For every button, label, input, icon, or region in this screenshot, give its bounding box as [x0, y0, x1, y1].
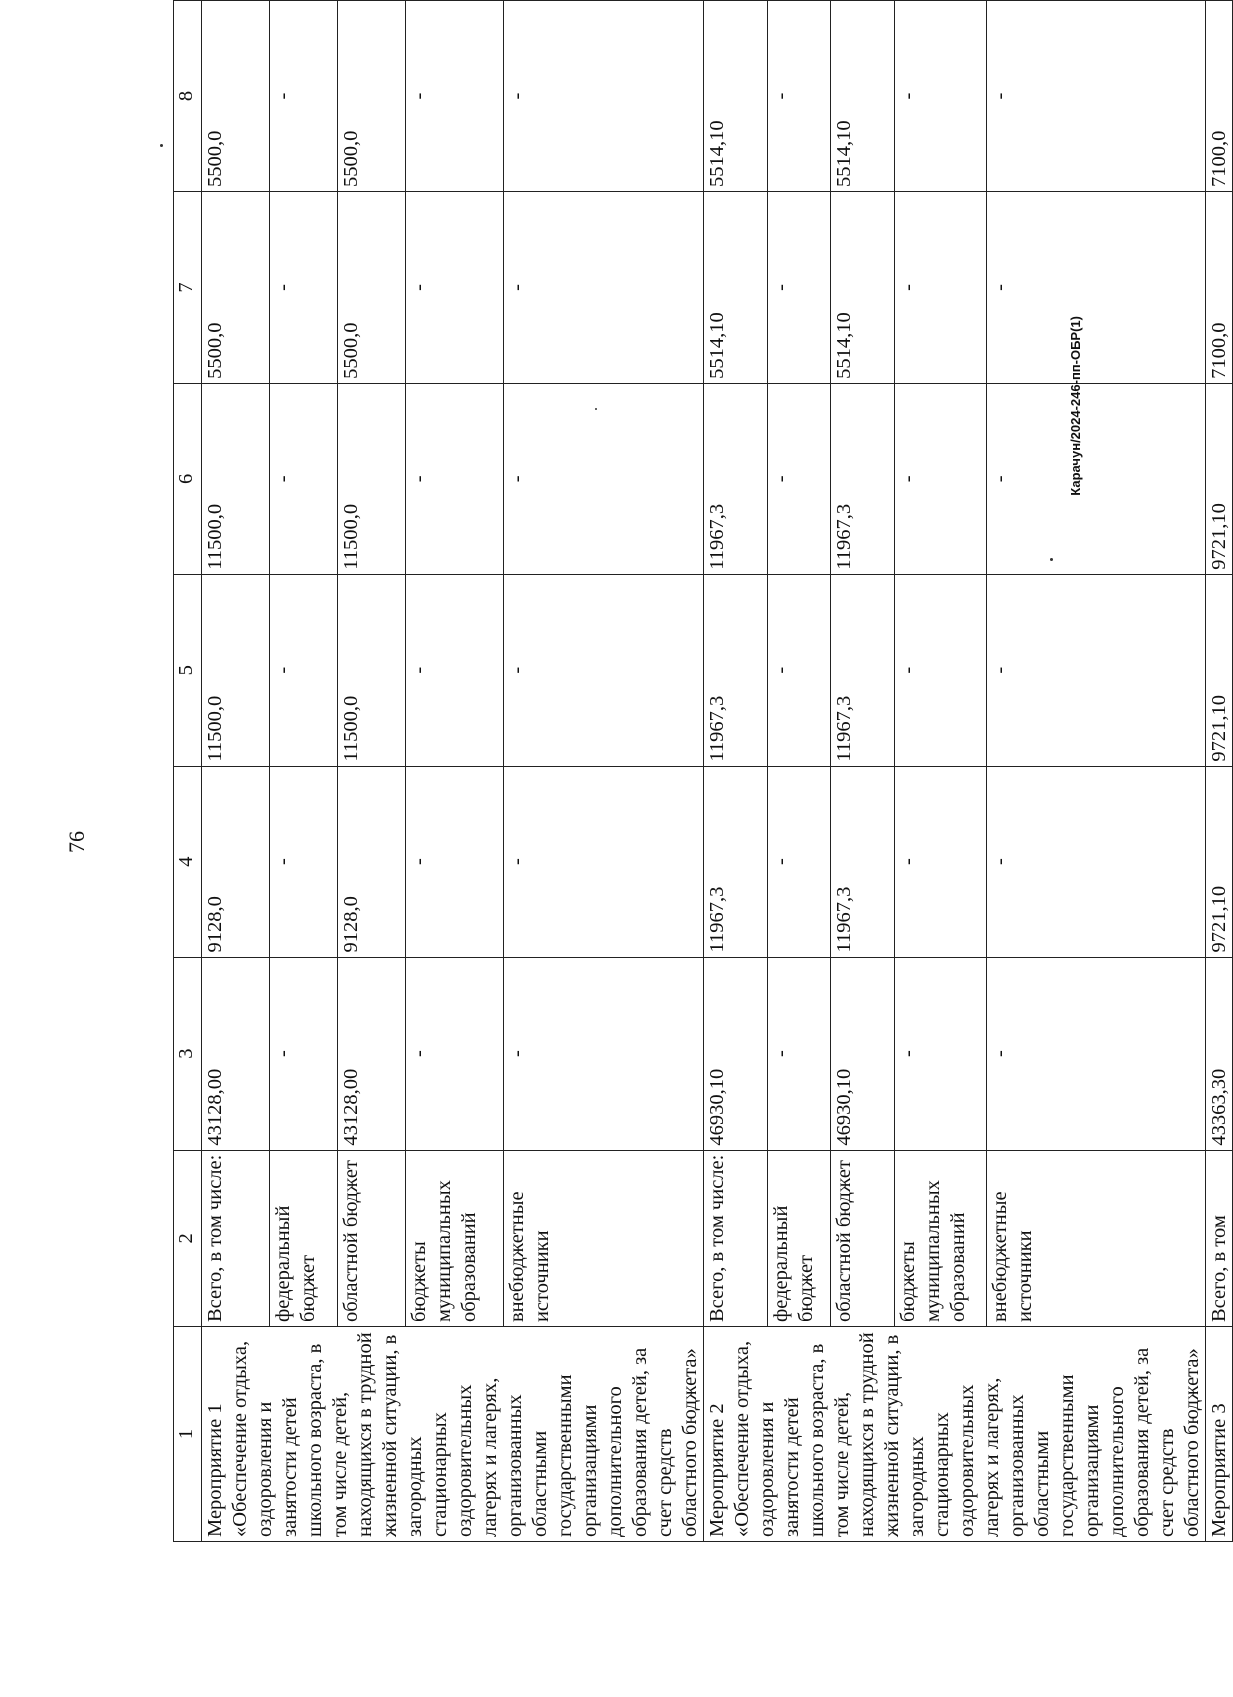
amount-cell: 11500,0	[202, 383, 270, 574]
amount-cell: -	[987, 574, 1206, 766]
table-row	[894, 1, 986, 1542]
funding-source-cell: областной бюджет	[337, 1150, 405, 1326]
amount-cell: 9128,0	[202, 766, 270, 957]
amount-cell: -	[269, 574, 337, 766]
amount-cell: -	[767, 957, 831, 1150]
column-number: 1	[174, 1327, 202, 1542]
amount-cell: -	[767, 1, 831, 192]
amount-cell: 5500,0	[337, 1, 405, 192]
amount-cell: 7100,0	[1206, 1, 1233, 192]
table-row	[202, 1, 270, 1542]
amount-cell: 9128,0	[337, 766, 405, 957]
amount-cell: -	[269, 192, 337, 384]
table-row	[1206, 1, 1233, 1542]
amount-cell: 9721,10	[1206, 574, 1233, 766]
amount-cell: 5500,0	[337, 192, 405, 384]
amount-cell: -	[405, 192, 504, 384]
amount-cell: -	[894, 574, 986, 766]
amount-cell: -	[504, 957, 704, 1150]
amount-cell: 9721,10	[1206, 766, 1233, 957]
scan-speck	[1050, 558, 1053, 561]
amount-cell: -	[894, 1, 986, 192]
amount-cell: 7100,0	[1206, 192, 1233, 384]
amount-cell: -	[269, 766, 337, 957]
amount-cell: -	[269, 1, 337, 192]
funding-table-body	[174, 1, 1233, 1542]
amount-cell: -	[894, 192, 986, 384]
amount-cell: -	[767, 766, 831, 957]
column-number: 2	[174, 1150, 202, 1326]
funding-source-cell: бюджеты муниципальных образований	[894, 1150, 986, 1326]
amount-cell: -	[504, 192, 704, 384]
amount-cell: 5514,10	[704, 192, 768, 384]
amount-cell: 46930,10	[704, 957, 768, 1150]
funding-source-cell: внебюджетные источники	[987, 1150, 1206, 1326]
funding-source-cell: внебюджетные источники	[504, 1150, 704, 1326]
amount-cell: -	[987, 1, 1206, 192]
amount-cell: 11967,3	[704, 766, 768, 957]
column-number: 5	[174, 574, 202, 766]
activity-title-cell: Мероприятие 3	[1206, 1327, 1233, 1542]
amount-cell: 11967,3	[704, 383, 768, 574]
table-row	[767, 1, 831, 1542]
amount-cell: -	[405, 383, 504, 574]
funding-source-cell: бюджеты муниципальных образований	[405, 1150, 504, 1326]
table-row	[504, 1, 704, 1542]
table-row	[704, 1, 768, 1542]
amount-cell: -	[894, 766, 986, 957]
activity-title-cell: Мероприятие 2 «Обеспечение отдыха, оздоровления и занятости детей школьного возраста, в том числе детей, находящихся в трудной жизненной ситуации, в загородных стационарных оздоровительных лагерях и лагерях, организованных областными государственными организациями дополнительного образования детей, за счет средств областного бюджета»	[704, 1327, 1206, 1542]
amount-cell: 11967,3	[831, 574, 895, 766]
amount-cell: -	[987, 383, 1206, 574]
column-number: 8	[174, 1, 202, 192]
amount-cell: -	[504, 383, 704, 574]
amount-cell: 5514,10	[831, 1, 895, 192]
amount-cell: -	[504, 1, 704, 192]
funding-source-cell: Всего, в том	[1206, 1150, 1233, 1326]
amount-cell: 11967,3	[704, 574, 768, 766]
funding-source-cell: федеральный бюджет	[767, 1150, 831, 1326]
amount-cell: -	[504, 574, 704, 766]
table-row	[987, 1, 1206, 1542]
funding-source-cell: федеральный бюджет	[269, 1150, 337, 1326]
amount-cell: -	[269, 957, 337, 1150]
table-row	[831, 1, 895, 1542]
amount-cell: 11500,0	[337, 383, 405, 574]
scan-speck	[595, 408, 597, 410]
amount-cell: 5500,0	[202, 1, 270, 192]
funding-source-cell: областной бюджет	[831, 1150, 895, 1326]
scan-speck	[160, 144, 163, 147]
activity-title-cell: Мероприятие 1 «Обеспечение отдыха, оздоровления и занятости детей школьного возраста, в том числе детей, находящихся в трудной жизненной ситуации, в загородных стационарных оздоровительных лагерях и лагерях, организованных областными государственными организациями дополнительного образования детей, за счет средств областного бюджета»	[202, 1327, 704, 1542]
table-row	[337, 1, 405, 1542]
amount-cell: -	[987, 957, 1206, 1150]
amount-cell: 11500,0	[337, 574, 405, 766]
amount-cell: 5514,10	[831, 192, 895, 384]
amount-cell: -	[767, 383, 831, 574]
column-number: 3	[174, 957, 202, 1150]
amount-cell: 46930,10	[831, 957, 895, 1150]
amount-cell: -	[405, 1, 504, 192]
amount-cell: -	[405, 957, 504, 1150]
amount-cell: -	[504, 766, 704, 957]
amount-cell: 11967,3	[831, 383, 895, 574]
column-number: 4	[174, 766, 202, 957]
amount-cell: 5500,0	[202, 192, 270, 384]
funding-table	[173, 0, 1233, 1542]
table-row	[405, 1, 504, 1542]
amount-cell: 11967,3	[831, 766, 895, 957]
amount-cell: -	[269, 383, 337, 574]
amount-cell: 5514,10	[704, 1, 768, 192]
amount-cell: -	[894, 383, 986, 574]
amount-cell: 11500,0	[202, 574, 270, 766]
table-row	[269, 1, 337, 1542]
funding-source-cell: Всего, в том числе:	[202, 1150, 270, 1326]
column-number: 6	[174, 383, 202, 574]
amount-cell: -	[767, 574, 831, 766]
amount-cell: -	[987, 766, 1206, 957]
document-registration-code: Карачун/2024-246-пп-ОБР(1)	[1068, 316, 1083, 496]
amount-cell: -	[405, 574, 504, 766]
amount-cell: 43128,00	[202, 957, 270, 1150]
amount-cell: -	[987, 192, 1206, 384]
amount-cell: 43128,00	[337, 957, 405, 1150]
amount-cell: -	[767, 192, 831, 384]
amount-cell: 9721,10	[1206, 383, 1233, 574]
amount-cell: 43363,30	[1206, 957, 1233, 1150]
amount-cell: -	[405, 766, 504, 957]
column-number: 7	[174, 192, 202, 384]
funding-source-cell: Всего, в том числе:	[704, 1150, 768, 1326]
page-number: 76	[64, 831, 89, 853]
amount-cell: -	[894, 957, 986, 1150]
column-number-row	[174, 1, 202, 1542]
